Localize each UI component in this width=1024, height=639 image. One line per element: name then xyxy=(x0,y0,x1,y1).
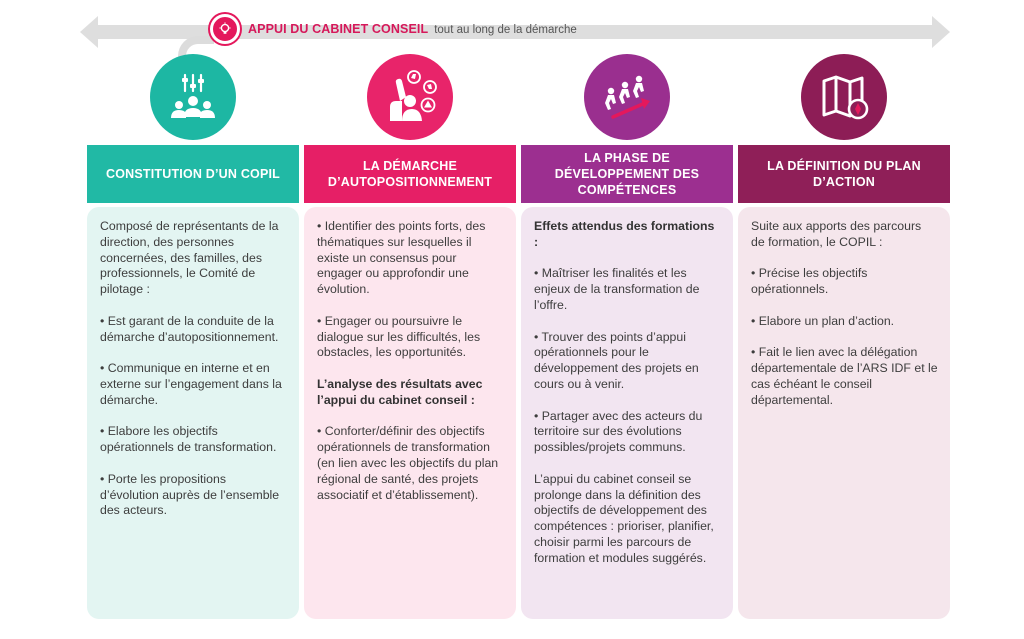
climbing-people-icon xyxy=(584,54,670,140)
bullet-item: • Partager avec des acteurs du territoire sur des évolutions possibles/projets communs. xyxy=(534,408,703,455)
column-body xyxy=(304,207,516,619)
column-header: LA PHASE DE DÉVELOPPEMENT DES COMPÉTENCES xyxy=(521,145,733,203)
bullet-item: • Elabore un plan d’action. xyxy=(751,313,895,328)
lightbulb-icon xyxy=(210,14,240,44)
banner xyxy=(248,22,577,40)
column-header: LA DÉMARCHE D’AUTOPOSITIONNEMENT xyxy=(304,145,516,203)
column-body xyxy=(87,207,299,619)
map-compass-icon xyxy=(801,54,887,140)
section-heading: Effets attendus des formations : xyxy=(534,219,715,249)
paragraph: Suite aux apports des parcours de formation, le COPIL : xyxy=(751,219,922,249)
bullet-item: • Trouver des points d’appui opérationnels pour le développement des projets en cours ou à venir. xyxy=(534,329,699,391)
bullet-item: • Communique en interne et en externe sur l’engagement dans la démarche. xyxy=(100,361,282,407)
bullet-item: • Maîtriser les finalités et les enjeux de la transformation de l’offre. xyxy=(534,266,700,312)
section-heading: L’analyse des résultats avec l’appui du cabinet conseil : xyxy=(317,376,483,407)
banner-title: APPUI DU CABINET CONSEIL xyxy=(248,22,429,36)
bullet-item: • Précise les objectifs opérationnels. xyxy=(751,266,868,297)
paragraph: Composé de représentants de la direction, des personnes concernées, des familles, des professionnels, le Comité de pilotage : xyxy=(100,219,279,297)
bullet-item: • Est garant de la conduite de la démarche d’autopositionnement. xyxy=(100,313,279,344)
bullet-item: • Porte les propositions d’évolution auprès de l’ensemble des acteurs. xyxy=(100,471,280,518)
bullet-item: • Identifier des points forts, des thématiques sur lesquelles il existe un consensus pour engager ou approfondir une évolution. xyxy=(317,219,486,297)
bullet-item: • Conforter/définir des objectifs opérationnels de transformation (en lien avec les objectifs du plan régional de santé, des projets associatif et d’établissement). xyxy=(317,424,499,502)
bullet-item: • Fait le lien avec la délégation départementale de l’ARS IDF et le cas échéant le conseil départemental. xyxy=(751,345,938,407)
banner-subtitle: tout au long de la démarche xyxy=(434,24,577,36)
column-header: CONSTITUTION D’UN COPIL xyxy=(87,145,299,203)
paragraph: L’appui du cabinet conseil se prolonge dans la définition des objectifs de développement des compétences : prioriser, planifier, choisir parmi les parcours de formation et modules suggérés. xyxy=(534,471,714,565)
column-body xyxy=(738,207,950,619)
copil-group-icon xyxy=(150,54,236,140)
column-body xyxy=(521,207,733,619)
bullet-item: • Engager ou poursuivre le dialogue sur les difficultés, les obstacles, les opportunités. xyxy=(317,313,481,360)
feedback-hand-icon xyxy=(367,54,453,140)
column-header: LA DÉFINITION DU PLAN D’ACTION xyxy=(738,145,950,203)
bullet-item: • Elabore les objectifs opérationnels de transformation. xyxy=(100,424,277,455)
